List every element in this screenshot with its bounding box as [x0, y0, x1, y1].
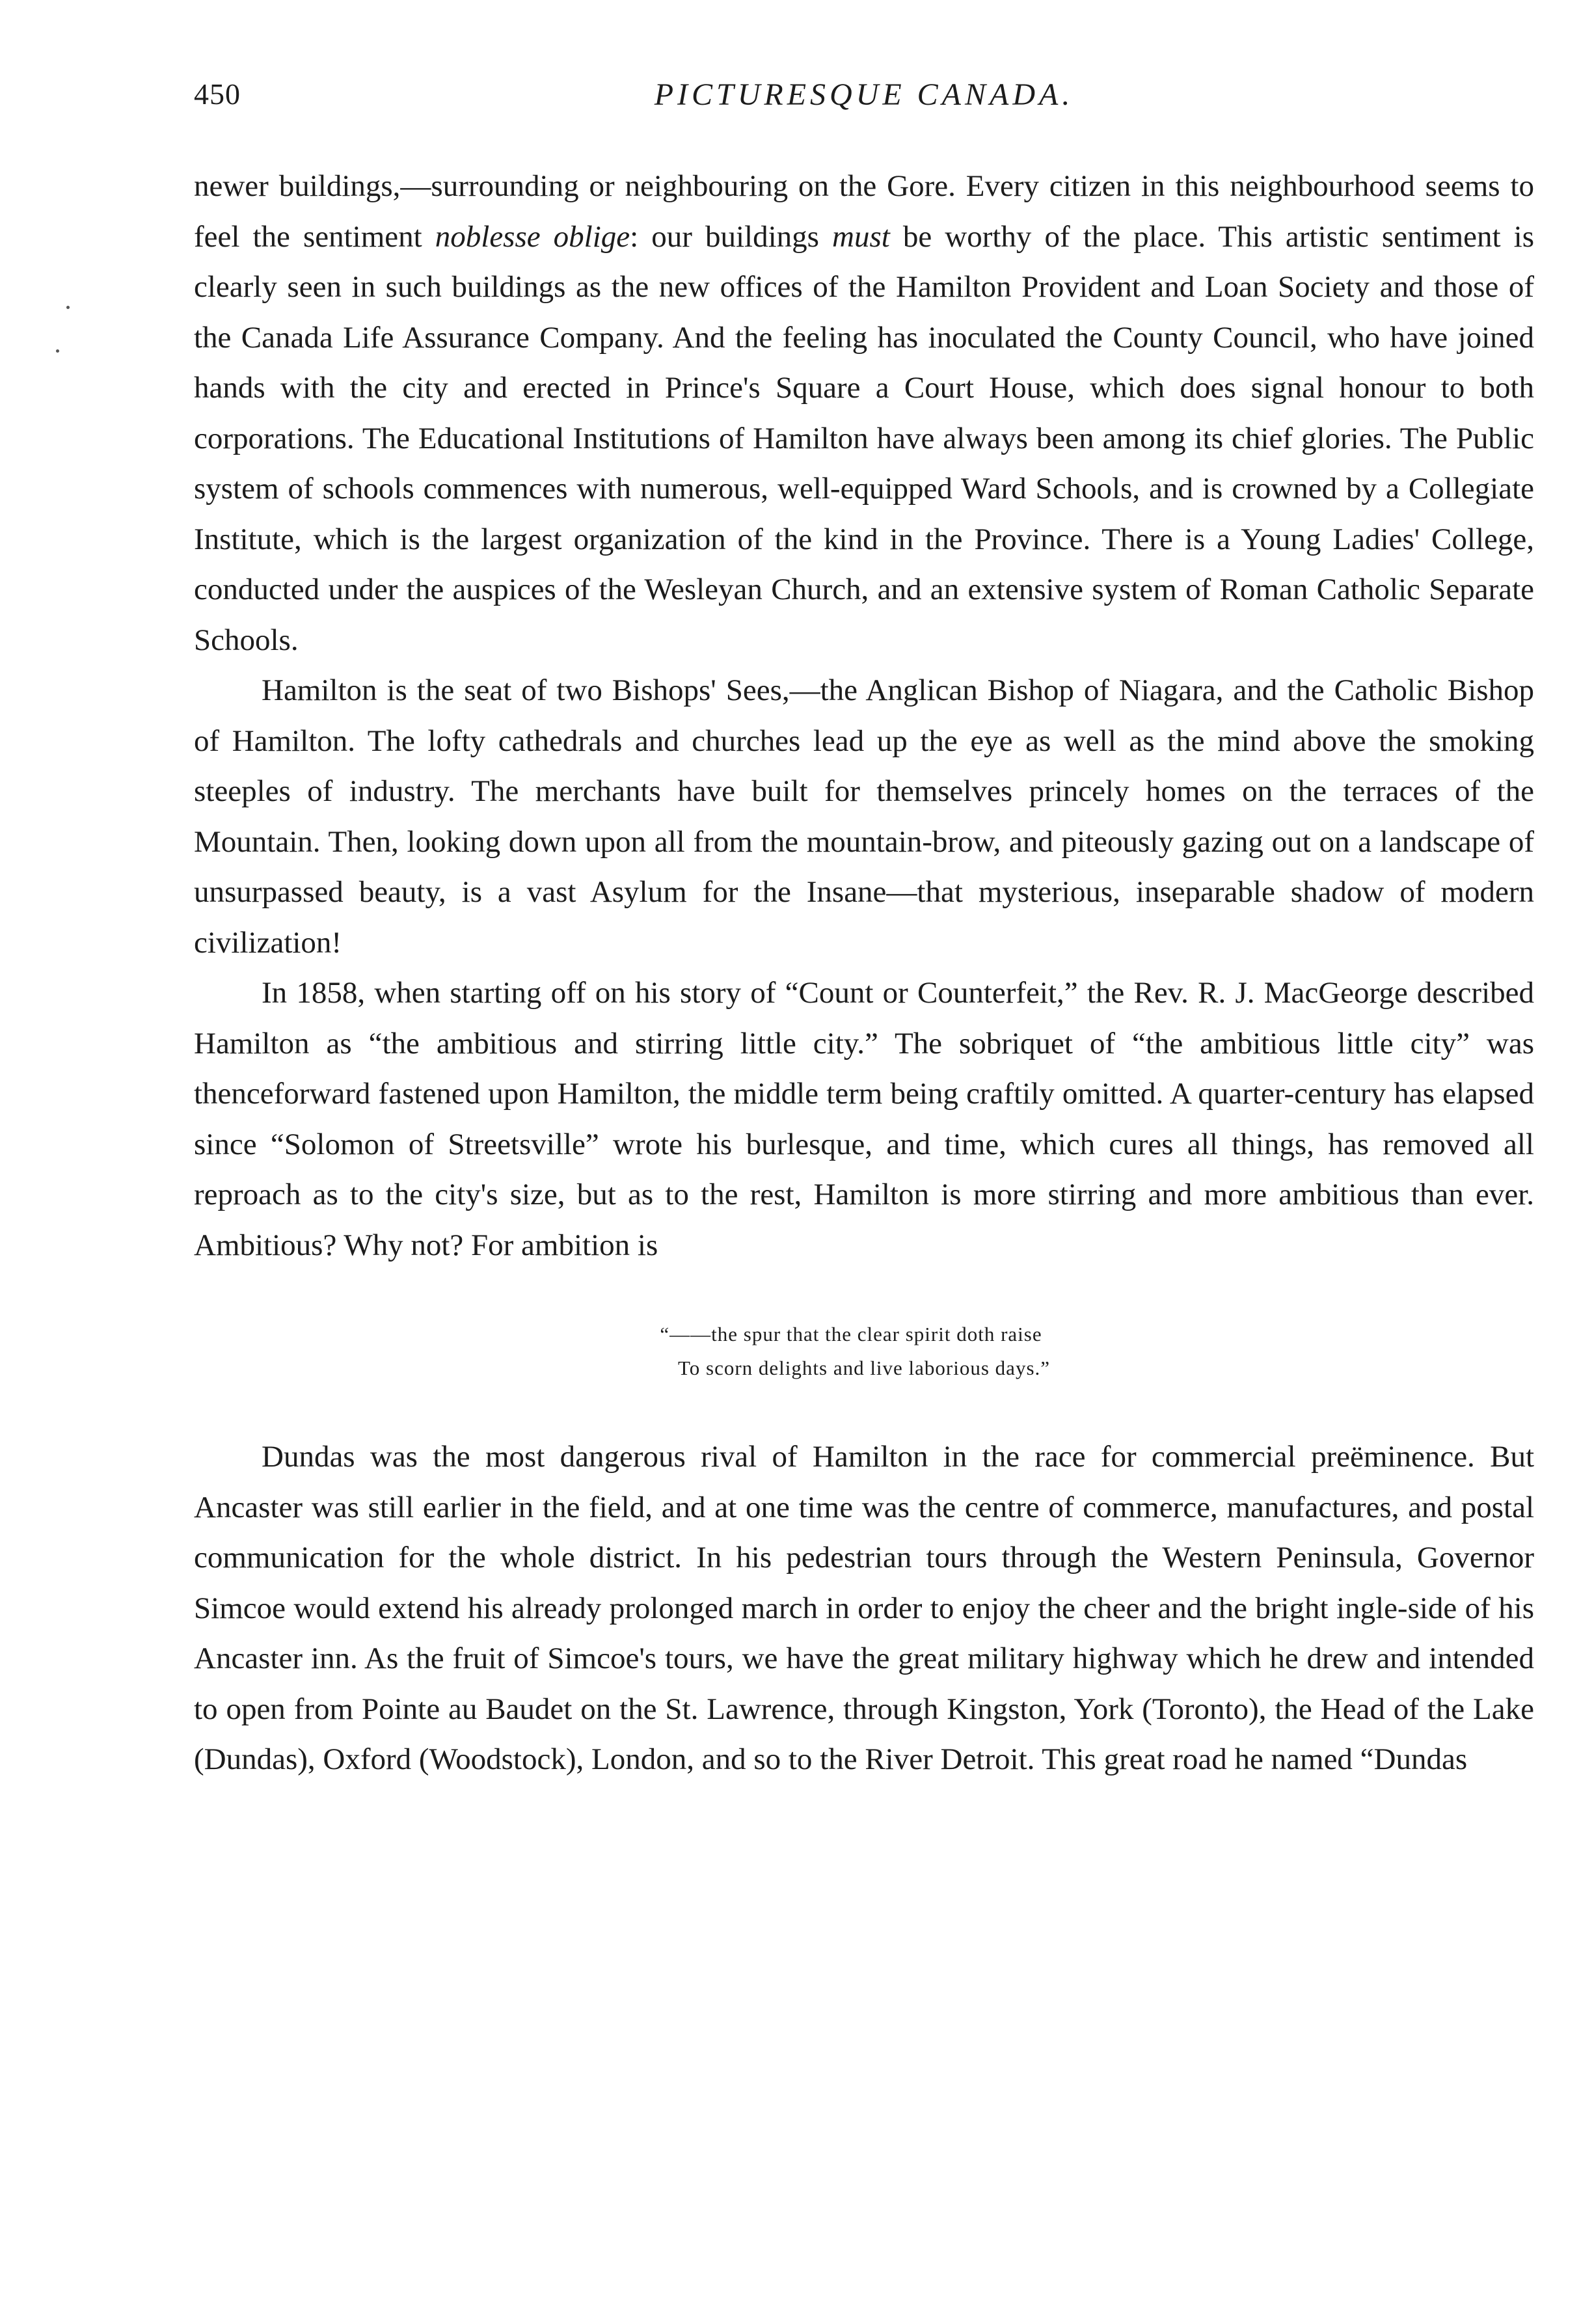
quotation-line: To scorn delights and live laborious days.” — [677, 1357, 1051, 1379]
paragraph-text: be worthy of the place. This artistic sentiment is clearly seen in such buildings as the new offices of the Hamilton Provident and Loan Society and those of the Canada Life Assurance Company. And the feeling has inoculated the County Council, who have joined hands with the city and erected in Prince's Square a Court House, which does signal honour to both corporations. The Educational Institutions of Hamilton have always been among its chief glories. The Public system of schools commences with numerous, well-equipped Ward Schools, and is crowned by a Collegiate Institute, which is the largest organization of the kind in the Province. There is a Young Ladies' College, conducted under the auspices of the Wesleyan Church, and an extensive system of Roman Catholic Separate Schools. — [194, 219, 1534, 657]
paragraph-dundas-ancaster: Dundas was the most dangerous rival of Hamilton in the race for commercial preëminence. But Ancaster was still earlier in the field, and at one time was the centre of commerce, manufactures, and postal communication for the whole district. In his pedestrian tours through the Western Peninsula, Governor Simcoe would extend his already prolonged march in order to enjoy the cheer and the bright ingle-side of his Ancaster inn. As the fruit of Simcoe's tours, we have the great military highway which he drew and intended to open from Pointe au Baudet on the St. Lawrence, through Kingston, York (Toronto), the Head of the Lake (Dundas), Oxford (Woodstock), London, and so to the River Detroit. This great road he named “Dundas — [194, 1440, 1534, 1776]
page-number: 450 — [194, 77, 241, 111]
quotation-line: “——the spur that the clear spirit doth raise — [660, 1323, 1042, 1345]
paragraph-text: newer buildings,—surrounding or neighbouring on the Gore. Every citizen in this neighbourhood seems to feel the sentiment — [194, 169, 1534, 254]
margin-speck — [56, 349, 59, 353]
italic-word: must — [832, 219, 890, 254]
body-text — [194, 161, 1534, 1785]
paragraph-educational-institutions — [194, 161, 1534, 666]
paragraph-ambitious-city: In 1858, when starting off on his story of “Count or Counterfeit,” the Rev. R. J. MacGeorge described Hamilton as “the ambitious and stirring little city.” The sobriquet of “the ambitious little city” was thenceforward fastened upon Hamilton, the middle term being craftily omitted. A quarter-century has elapsed since “Solomon of Streetsville” wrote his burlesque, and time, which cures all things, has removed all reproach as to the city's size, but as to the rest, Hamilton is more stirring and more ambitious than ever. Ambitious? Why not? For ambition is — [194, 976, 1534, 1262]
running-title: PICTURESQUE CANADA. — [654, 77, 1074, 112]
margin-speck — [66, 306, 70, 309]
paragraph-text: : our buildings — [630, 219, 833, 254]
italic-phrase: noblesse oblige — [435, 219, 630, 254]
paragraph-bishops-sees: Hamilton is the seat of two Bishops' Sees,—the Anglican Bishop of Niagara, and the Catholic Bishop of Hamilton. The lofty cathedrals and churches lead up the eye as well as the mind above the smoking steeples of industry. The merchants have built for themselves princely homes on the terraces of the Mountain. Then, looking down upon all from the mountain-brow, and piteously gazing out on a landscape of unsurpassed beauty, is a vast Asylum for the Insane—that mysterious, inseparable shadow of modern civilization! — [194, 673, 1534, 960]
block-quotation — [194, 1317, 1534, 1385]
running-head — [194, 77, 1534, 135]
